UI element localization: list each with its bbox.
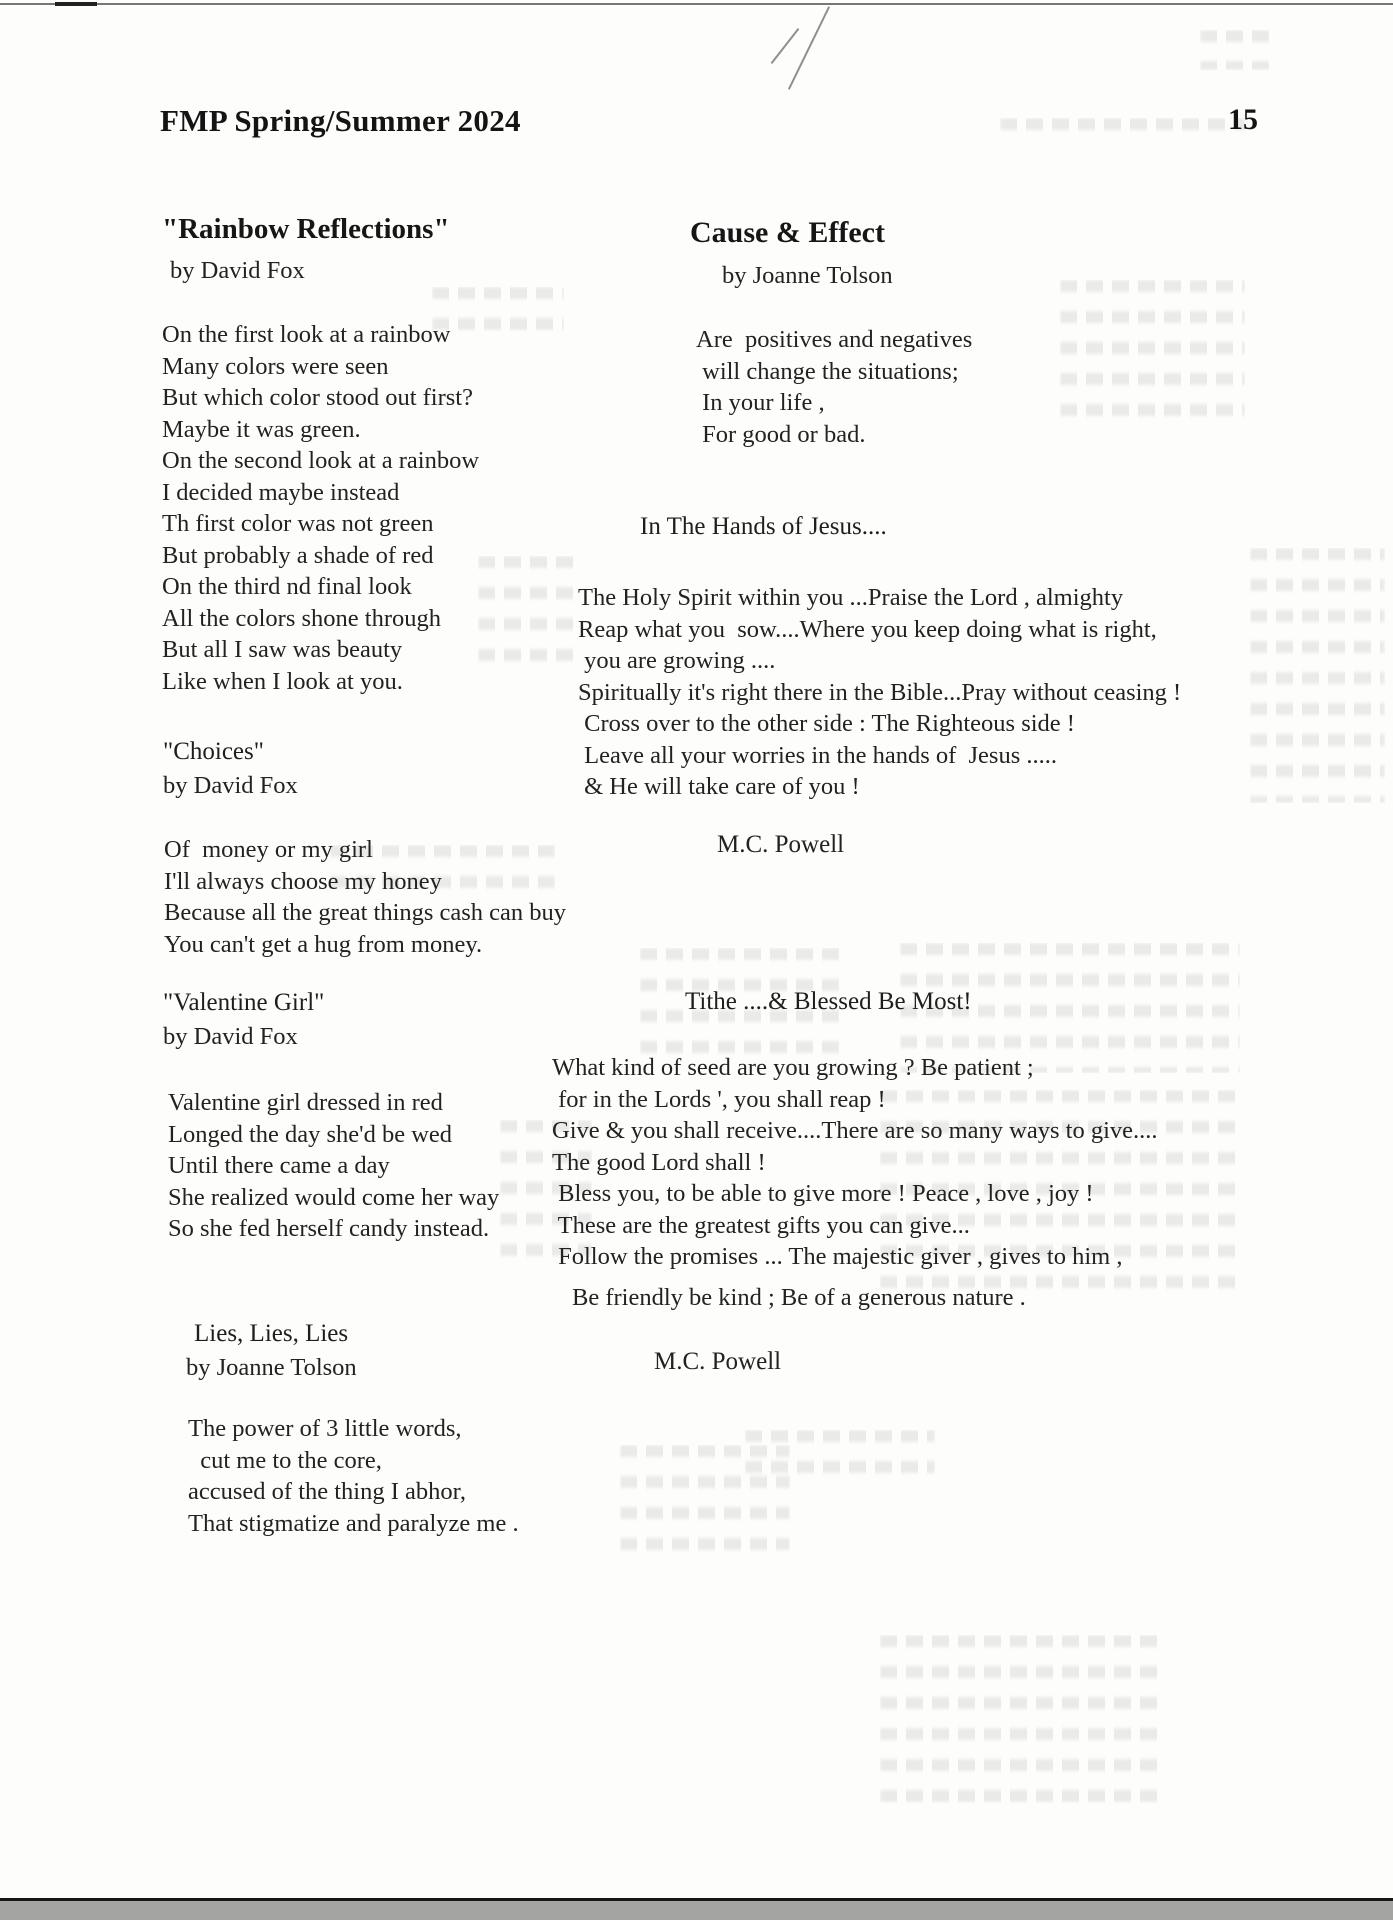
scan-top-edge-line	[0, 3, 1393, 5]
poem-body	[164, 834, 566, 960]
poem-closing-line: Be friendly be kind ; Be of a generous nature .	[572, 1284, 1026, 1311]
poem-byline: by David Fox	[163, 1023, 298, 1050]
poem-line: On the second look at a rainbow	[162, 447, 480, 474]
poem-line: for in the Lords ', you shall reap !	[552, 1085, 886, 1113]
poem-line: You can't get a hug from money.	[164, 930, 483, 958]
poem-line: Give & you shall receive....There are so many ways to give....	[552, 1117, 1158, 1144]
poem-title: "Rainbow Reflections"	[162, 213, 450, 245]
bleed-through-smudge	[478, 556, 578, 674]
scan-top-edge-mark	[55, 2, 97, 6]
poem-title: Cause & Effect	[690, 216, 885, 249]
poem-title: Tithe ....& Blessed Be Most!	[685, 988, 972, 1015]
poem-signature: M.C. Powell	[717, 831, 845, 858]
poem-line: Cross over to the other side : The Righteous side !	[578, 710, 1075, 737]
pen-slash-mark	[771, 28, 800, 64]
poem-line: accused of the thing I abhor,	[188, 1478, 466, 1505]
poem-byline: by David Fox	[163, 772, 298, 799]
poem-body	[552, 1052, 1158, 1273]
poem-body	[162, 319, 479, 697]
poem-line: will change the situations;	[696, 357, 959, 385]
poem-byline: by Joanne Tolson	[722, 262, 893, 289]
poem-line: On the third nd final look	[162, 573, 412, 600]
poem-line: you are growing ....	[578, 647, 776, 674]
bleed-through-smudge	[880, 1635, 1165, 1803]
poem-line: Because all the great things cash can buy	[164, 899, 567, 926]
bleed-through-smudge	[1000, 118, 1245, 148]
poem-line: But probably a shade of red	[162, 541, 434, 569]
poem-title: Lies, Lies, Lies	[194, 1320, 349, 1347]
poem-line: I decided maybe instead	[162, 478, 400, 506]
poem-body	[168, 1087, 499, 1245]
poem-line: These are the greatest gifts you can give...	[552, 1211, 970, 1239]
poem-line: All the colors shone through	[162, 604, 441, 632]
poem-line: Many colors were seen	[162, 352, 389, 380]
scanner-bed-band	[0, 1901, 1393, 1920]
pen-slash-mark	[788, 6, 830, 90]
poem-body	[696, 324, 972, 450]
poem-line: Maybe it was green.	[162, 415, 361, 443]
poem-byline: by Joanne Tolson	[186, 1354, 357, 1381]
poem-line: What kind of seed are you growing ? Be patient ;	[552, 1054, 1034, 1081]
poem-line: Are positives and negatives	[696, 326, 973, 353]
bleed-through-smudge	[620, 1445, 790, 1557]
poem-line: Of money or my girl	[164, 836, 373, 863]
poem-line: For good or bad.	[696, 420, 866, 448]
poem-line: Follow the promises ... The majestic giver , gives to him ,	[552, 1243, 1123, 1270]
poem-line: So she fed herself candy instead.	[168, 1215, 490, 1242]
poem-line: She realized would come her way	[168, 1183, 500, 1211]
poem-byline: by David Fox	[170, 257, 305, 284]
poem-body	[188, 1413, 519, 1539]
page-number: 15	[1228, 103, 1258, 136]
poem-body	[578, 582, 1181, 803]
poem-line: Leave all your worries in the hands of Jesus .....	[578, 741, 1057, 769]
page-header-title: FMP Spring/Summer 2024	[160, 103, 521, 138]
poem-line: Th first color was not green	[162, 510, 434, 537]
poem-line: The Holy Spirit within you ...Praise the Lord , almighty	[578, 584, 1124, 611]
poem-line: Valentine girl dressed in red	[168, 1089, 443, 1116]
poem-line: Until there came a day	[168, 1152, 390, 1179]
bleed-through-smudge	[1060, 280, 1245, 430]
poem-title: "Choices"	[163, 738, 264, 765]
poem-line: The power of 3 little words,	[188, 1415, 462, 1442]
poem-line: That stigmatize and paralyze me .	[188, 1509, 519, 1537]
poem-line: Like when I look at you.	[162, 667, 403, 695]
poem-line: Bless you, to be able to give more ! Peace , love , joy !	[552, 1180, 1094, 1207]
poem-line: & He will take care of you !	[578, 773, 860, 800]
poem-line: Reap what you sow....Where you keep doing what is right,	[578, 615, 1157, 643]
poem-line: In your life ,	[696, 389, 825, 416]
poem-title: "Valentine Girl"	[163, 989, 325, 1016]
poem-line: I'll always choose my honey	[164, 867, 442, 895]
poem-line: On the first look at a rainbow	[162, 321, 451, 348]
poem-line: But all I saw was beauty	[162, 636, 403, 663]
poem-signature: M.C. Powell	[654, 1348, 782, 1375]
poem-line: Spiritually it's right there in the Bible...Pray without ceasing !	[578, 678, 1182, 706]
poem-title: In The Hands of Jesus....	[640, 513, 887, 540]
poem-line: cut me to the core,	[188, 1446, 382, 1474]
poem-line: But which color stood out first?	[162, 384, 473, 411]
bleed-through-smudge	[1200, 30, 1270, 70]
bleed-through-smudge	[1250, 548, 1385, 803]
poem-line: Longed the day she'd be wed	[168, 1120, 453, 1148]
poem-line: The good Lord shall !	[552, 1148, 766, 1176]
